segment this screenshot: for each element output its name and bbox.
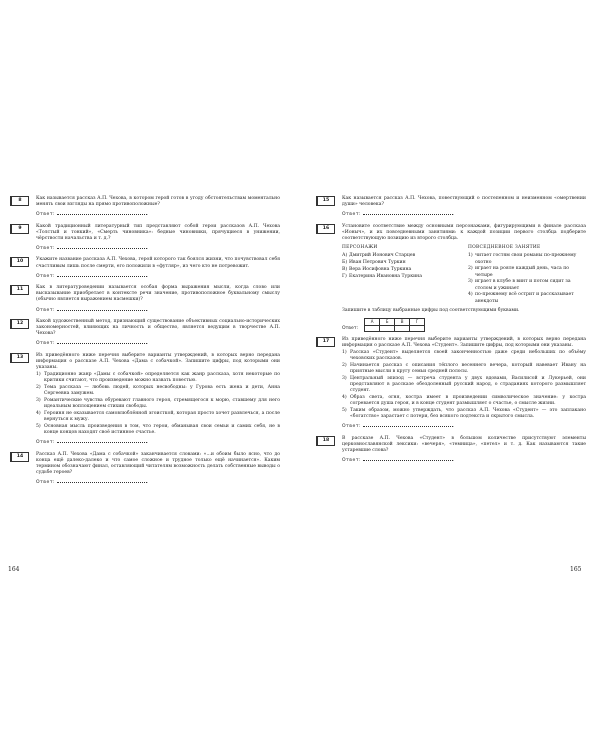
option-item	[342, 363, 586, 375]
question-number: 18	[316, 436, 335, 446]
answer-table-header: В	[395, 318, 410, 325]
character-name: Дмитрий Ионович Старцев	[349, 253, 416, 259]
option-number: 3)	[342, 376, 347, 382]
question-number: 14	[10, 452, 29, 462]
question-number: 11	[10, 285, 29, 295]
question-18	[316, 436, 586, 465]
options-list	[36, 372, 280, 436]
character-name: Екатерина Ивановна Туркина	[349, 273, 422, 279]
option-item	[342, 376, 586, 395]
answer-table-cell[interactable]	[395, 325, 410, 331]
question-text: Как называется рассказ А.П. Чехова, повествующий о постепенном и неизменном «омертвении души» человека?	[342, 196, 586, 208]
activity-text: читает гостям свои романы по-прежнему охотно	[475, 253, 577, 265]
activity-item	[468, 253, 586, 265]
question-17	[316, 337, 586, 431]
options-list	[342, 350, 586, 420]
right-page	[316, 196, 586, 469]
option-text: Таким образом, можно утверждать, что рассказ А.П. Чехова «Студент» — это заплакано «богатство» зарастает с потери, без всякого подтекста и скрытого смысла.	[350, 408, 586, 420]
character-letter: Г)	[342, 273, 347, 279]
option-number: 2)	[36, 385, 41, 391]
characters-column	[342, 245, 460, 305]
activity-item	[468, 279, 586, 291]
option-text: Центральный эпизод — встреча студента у двух вдовами, Василисой и Лукерьей, они представляют в рассказе обездоленный русский народ, о страданиях которого размышляет студент.	[350, 376, 586, 394]
option-item	[36, 385, 280, 397]
character-letter: А)	[342, 253, 348, 259]
option-number: 2)	[342, 363, 347, 369]
option-text: Тема рассказа — любовь людей, которых несвободны: у Гурова есть жена и дети, Анна Сергеевна замужем.	[44, 385, 280, 397]
question-number: 8	[10, 196, 29, 206]
activity-item	[468, 292, 586, 304]
answer-field: Ответ: .	[342, 458, 455, 464]
question-text: Как называется рассказ А.П. Чехова, в котором герой готов в угоду обстоятельствам моментально менять свои взгляды на прямо противоположные?	[36, 196, 280, 208]
answer-table-cell[interactable]	[410, 325, 425, 331]
answer-table-cell[interactable]	[380, 325, 395, 331]
question-text: В рассказе А.П. Чехова «Студент» в большом количестве присутствуют элементы церковнославянской лексики: «вечеря», «темница», «петел» и т. д. Как называются такие устаревшие слова?	[342, 435, 586, 454]
question-12	[10, 319, 280, 348]
option-number: 1)	[342, 350, 347, 356]
answer-line[interactable]	[57, 244, 147, 249]
question-number: 9	[10, 224, 29, 234]
answer-field: Ответ: .	[36, 307, 149, 313]
answer-label: Ответ:	[342, 325, 359, 331]
answer-table	[364, 318, 425, 332]
answer-line[interactable]	[363, 456, 453, 461]
table-instruction: Запишите в таблицу выбранные цифры под соответствующими буквами.	[342, 308, 520, 314]
answer-field: Ответ: .	[342, 424, 455, 430]
answer-line[interactable]	[57, 272, 147, 277]
activity-item	[468, 266, 586, 278]
answer-label: Ответ:	[36, 480, 56, 486]
activities-header: ПОВСЕДНЕВНОЕ ЗАНЯТИЕ	[468, 245, 541, 251]
character-item	[342, 253, 460, 259]
question-text: Как в литературоведении называется особая форма выражения мысли, когда слово или высказывание приобретает в контексте речи значение, противоположное буквальному смыслу (обычно является выражением насмешки)?	[36, 285, 280, 303]
option-item	[36, 398, 280, 410]
question-text: Какой художественный метод, признающий существование объективных социально-исторических закономерностей, влияющих на личность и общество, является ведущим в творчестве А.П. Чехова?	[36, 318, 280, 337]
question-text: Установите соответствие между основными персонажами, фигурирующими в финале рассказа «Ионыч», и их повседневными занятиями: к каждой позиции первого столбца подберите соответствующую позицию из второго столбца.	[342, 223, 586, 242]
question-text: Какой традиционный литературный тип представляют собой герои рассказов А.П. Чехова «Толстый и тонкий», «Смерть чиновника»: бедные чиновники, прячущиеся в унижении, чёрствости начальства и т. д.?	[36, 223, 280, 242]
option-item	[36, 372, 280, 384]
option-item	[342, 395, 586, 407]
activity-number: 4)	[468, 292, 473, 298]
option-number: 4)	[36, 410, 41, 416]
left-page	[10, 196, 280, 492]
answer-line[interactable]	[363, 210, 453, 215]
answer-label: Ответ:	[342, 424, 362, 430]
answer-line[interactable]	[57, 339, 147, 344]
option-text: Традиционно жанр «Дамы с собачкой» определяется как жанр рассказа, хотя некоторые по критики считают, что произведение можно назвать повестью.	[44, 372, 280, 384]
activity-text: играет на рояле каждый день, часа по четыре	[475, 266, 570, 278]
answer-label: Ответ:	[36, 212, 56, 218]
question-text: Из приведённого ниже перечня выберите варианты утверждений, в которых верно передана информация о рассказе А.П. Чехова «Студент». Запишите цифры, под которыми они указаны.	[342, 336, 586, 349]
option-text: Начинается рассказ с описания тёплого весеннего вечера, который навевает Ивану на приятные мысли в кругу семьи средней полосы.	[350, 363, 586, 375]
question-number: 12	[10, 319, 29, 329]
character-item	[342, 267, 460, 273]
option-item	[342, 350, 586, 362]
option-text: Романтические чувства обуревают главного героя, стремящегося к морю, ставшему для него идеальным воплощением стихии свободы.	[44, 398, 280, 410]
answer-table-header: Г	[410, 318, 425, 325]
answer-field: Ответ: .	[36, 341, 149, 347]
answer-field: Ответ: .	[36, 480, 149, 486]
answer-table-cell[interactable]	[365, 325, 380, 331]
matching-columns	[342, 245, 586, 305]
question-9	[10, 224, 280, 253]
answer-field: Ответ: .	[342, 212, 455, 218]
question-15	[316, 196, 586, 219]
character-name: Вера Иосифовна Туркина	[349, 267, 412, 273]
answer-table-row	[342, 318, 586, 332]
character-item	[342, 274, 460, 280]
option-number: 1)	[36, 372, 41, 378]
answer-label: Ответ:	[342, 458, 362, 464]
question-number: 17	[316, 337, 335, 347]
option-number: 5)	[342, 408, 347, 414]
option-item	[36, 424, 280, 436]
answer-label: Ответ:	[36, 341, 56, 347]
activity-number: 1)	[468, 253, 473, 259]
question-number: 13	[10, 353, 29, 363]
option-item	[342, 408, 586, 420]
answer-field: Ответ: .	[36, 212, 149, 218]
option-text: Образ света, огня, костра имеет в произведении символическое значение: у костра согревается душа героя, и в конце студент размышляет о счастье, о смысле жизни.	[350, 395, 586, 407]
answer-label: Ответ:	[36, 273, 56, 279]
option-text: Героиня не оказывается самовлюблённой эгоисткой, которая просто хочет развлечься, а после вернуться к мужу.	[44, 410, 280, 423]
page-number-right: 165	[570, 566, 582, 573]
character-item	[342, 260, 460, 266]
answer-label: Ответ:	[36, 440, 56, 446]
answer-table-header: А	[365, 318, 380, 325]
option-number: 4)	[342, 395, 347, 401]
answer-label: Ответ:	[36, 246, 56, 252]
activity-number: 2)	[468, 266, 473, 272]
question-text: Рассказ А.П. Чехова «Дама с собачкой» заканчивается словами: «...и обоим было ясно, что до конца ещё далеко-далеко и что самое сложное и трудное только ещё начинается». Каким термином обозначают финал, оставляющий читателям возможность делать собственные выводы о судьбе героев?	[36, 451, 280, 476]
answer-field: Ответ: .	[36, 246, 149, 252]
question-number: 16	[316, 224, 335, 234]
answer-label: Ответ:	[36, 307, 56, 313]
activity-text: играет в клубе в винт и потом сидит за столом и ужинает	[475, 279, 571, 291]
option-text: Основная мысль произведения в том, что герои, обманывая свои семьи и самих себя, не в конце концов находят своё истинное счастье.	[44, 423, 280, 436]
character-letter: Б)	[342, 260, 348, 266]
activity-text: по-прежнему всё острит и рассказывает анекдоты	[475, 292, 574, 304]
question-text: Из приведённого ниже перечня выберите варианты утверждений, в которых верно передана информация о рассказе А.П. Чехова «Дама с собачкой». Запишите цифры, под которыми они указаны.	[36, 352, 280, 371]
character-letter: В)	[342, 267, 348, 273]
option-number: 5)	[36, 423, 41, 429]
character-name: Иван Петрович Туркин	[349, 260, 406, 266]
answer-line[interactable]	[57, 438, 147, 443]
characters-header: ПЕРСОНАЖИ	[342, 245, 378, 251]
answer-line[interactable]	[57, 478, 147, 483]
answer-field: Ответ: .	[36, 273, 149, 279]
question-10	[10, 257, 280, 280]
answer-line[interactable]	[57, 210, 147, 215]
activities-column	[468, 245, 586, 305]
answer-label: Ответ:	[342, 212, 362, 218]
question-13	[10, 353, 280, 447]
page-number-left: 164	[8, 566, 20, 573]
option-number: 3)	[36, 398, 41, 404]
answer-table-header: Б	[380, 318, 395, 325]
question-number: 15	[316, 196, 335, 206]
option-item	[36, 411, 280, 423]
option-text: Рассказ «Студент» выделяется своей законченностью даже среди небольших по объёму чеховских рассказов.	[350, 350, 586, 362]
question-14	[10, 452, 280, 487]
answer-line[interactable]	[57, 306, 147, 311]
question-11	[10, 285, 280, 314]
answer-field: Ответ: .	[36, 440, 149, 446]
question-16	[316, 224, 586, 332]
question-8	[10, 196, 280, 219]
activity-number: 3)	[468, 279, 473, 285]
answer-line[interactable]	[363, 422, 453, 427]
question-number: 10	[10, 257, 29, 267]
question-text: Укажите название рассказа А.П. Чехова, герой которого так боялся жизни, что почувствовал себя счастливым лишь после смерти, его положили в «футляр», из чего кто не потревожит.	[36, 257, 280, 269]
